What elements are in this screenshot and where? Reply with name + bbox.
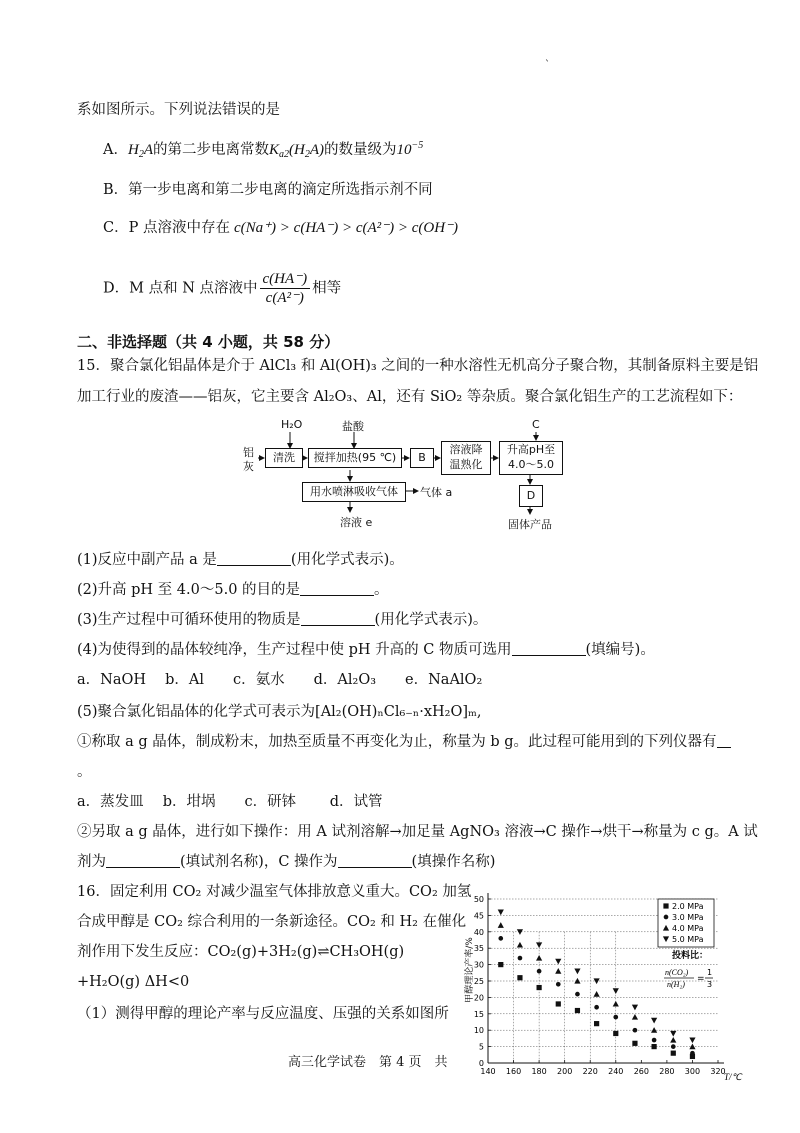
data-point: [536, 942, 542, 948]
option-a-text2: 的数量级为: [324, 142, 397, 158]
x-tick-label: 200: [557, 1067, 573, 1076]
option-a-text: 的第二步电离常数: [153, 142, 269, 158]
data-point: [594, 991, 600, 997]
data-point: [671, 1051, 676, 1056]
svg-text:=: =: [697, 974, 705, 984]
y-tick-label: 50: [473, 895, 484, 904]
data-point: [689, 1037, 695, 1043]
data-point: [555, 968, 561, 974]
y-tick-label: 40: [473, 927, 484, 937]
x-tick-label: 160: [505, 1067, 522, 1076]
y-tick-label: 45: [473, 911, 484, 921]
option-a-label: A．: [103, 142, 128, 158]
chart-ratio-label: 投料比：: [672, 951, 709, 961]
answer-blank[interactable]: [717, 733, 731, 748]
option-b-text: 第一步电离和第二步电离的滴定所选指示剂不同: [128, 182, 433, 198]
data-point: [517, 942, 523, 948]
data-point: [632, 1041, 637, 1046]
flow-product: 固体产品: [508, 518, 552, 531]
chart-ratio-den: n(H₂): [667, 980, 685, 989]
flow-lv: 铝: [243, 446, 254, 459]
data-point: [671, 1044, 676, 1049]
option-c-label: C．: [103, 220, 129, 236]
legend-entry: 3.0 MPa: [672, 913, 704, 922]
data-point: [575, 992, 580, 997]
flow-box-stir: 搅拌加热(95 ℃): [308, 448, 402, 468]
legend-marker: [664, 915, 669, 920]
data-point: [613, 988, 619, 994]
data-point: [498, 922, 504, 928]
data-point: [613, 1001, 619, 1007]
data-point: [518, 956, 523, 961]
x-tick-label: 280: [659, 1067, 675, 1076]
section-title: 二、非选择题（共 4 小题，共 58 分）: [77, 333, 340, 351]
q15-sub5a-end: 。: [77, 764, 92, 780]
q15-sub4: (4)为使得到的晶体较纯净，生产过程中使 pH 升高的 C 物质可选用 (填编号)。: [77, 642, 655, 658]
data-point: [652, 1038, 657, 1043]
chart-ratio-val-den: 3: [707, 980, 713, 989]
flow-gas-a: 气体 a: [420, 486, 453, 499]
chart-legend: [658, 899, 714, 947]
y-tick-label: 20: [473, 993, 484, 1003]
data-point: [556, 982, 561, 987]
option-c-text: P 点溶液中存在: [128, 220, 230, 236]
flow-box-b: B: [410, 448, 434, 468]
q16-line4: +H₂O(g) ΔH<0: [77, 974, 190, 990]
data-point: [652, 1044, 657, 1049]
chart-xlabel: T/℃: [724, 1072, 742, 1082]
h2a-formula: $H_2A$: [127, 142, 153, 160]
option-d-label: D．: [103, 280, 130, 297]
option-d-text: M 点和 N 点溶液中: [129, 280, 258, 297]
data-point: [633, 1028, 638, 1033]
flow-solution-e: 溶液 e: [340, 516, 373, 529]
q15-sub5a: ①称取 a g 晶体，制成粉末，加热至质量不再变化为止，称量为 b g。此过程可能用到的下列仪器有: [77, 732, 731, 752]
legend-entry: 5.0 MPa: [672, 935, 704, 944]
q16-line5: （1）测得甲醇的理论产率与反应温度、压强的关系如图所: [77, 1006, 449, 1022]
legend-entry: 2.0 MPa: [672, 902, 704, 911]
y-tick-label: 0: [478, 1059, 484, 1068]
x-tick-label: 260: [633, 1067, 649, 1076]
data-point: [613, 1031, 618, 1036]
flow-box-wash: 清洗: [265, 448, 303, 468]
data-point: [632, 1005, 638, 1011]
data-point: [594, 1005, 599, 1010]
data-point: [498, 962, 503, 967]
x-tick-label: 300: [684, 1067, 701, 1076]
option-d-fraction: $\frac{c(HA^-)}{\text{c(A²⁻)}}$: [260, 270, 311, 307]
q16-line2: 合成甲醇是 CO₂ 综合利用的一条新途径。CO₂ 和 H₂ 在催化: [77, 914, 467, 930]
data-point: [670, 1031, 676, 1037]
chart-ratio-num: n(CO₂): [665, 968, 689, 977]
page-footer: 高三化学试卷 第 4 页 共: [288, 1055, 448, 1070]
answer-blank[interactable]: [338, 853, 412, 868]
data-point: [536, 955, 542, 961]
ka-formula: $K_{a2}(H_2A)$: [269, 142, 325, 160]
q15-sub5b-line1: ②另取 a g 晶体，进行如下操作：用 A 试剂溶解→加足量 AgNO₃ 溶液→C 操作→烘干→称量为 c g。A 试: [77, 824, 758, 840]
data-point: [651, 1018, 657, 1024]
legend-entry: 4.0 MPa: [672, 924, 704, 933]
q16-line1: 16．固定利用 CO₂ 对减少温室气体排放意义重大。CO₂ 加氢: [77, 884, 472, 900]
q15-line2: 加工行业的废渣——铝灰，它主要含 Al₂O₃、Al，还有 SiO₂ 等杂质。聚合氯化铝生产的工艺流程如下：: [77, 389, 743, 405]
q15-sub3: (3)生产过程中可循环使用的物质是 (用化学式表示)。: [77, 612, 488, 628]
option-c-expression: c(Na⁺) > c(HA⁻) > c(A²⁻) > c(OH⁻): [233, 220, 458, 236]
data-point: [574, 969, 580, 975]
intro-line: 系如图所示。下列说法错误的是: [77, 102, 280, 118]
chart-ylabel: 甲醇理论产率/%: [465, 937, 475, 1003]
y-tick-label: 25: [473, 977, 484, 986]
top-dot: `: [545, 60, 550, 71]
flow-box-spray: 用水喷淋吸收气体: [302, 482, 406, 502]
answer-blank[interactable]: [217, 551, 291, 566]
flow-h2o: H₂O: [281, 418, 303, 431]
option-d-text2: 相等: [312, 280, 342, 297]
x-tick-label: 240: [608, 1067, 624, 1076]
yield-chart: [460, 885, 750, 1085]
x-tick-label: 220: [582, 1067, 598, 1076]
q15-sub5: (5)聚合氯化铝晶体的化学式可表示为[Al₂(OH)ₙCl₆₋ₙ·xH₂O]ₘ,: [77, 704, 482, 720]
data-point: [537, 969, 542, 974]
data-point: [651, 1027, 657, 1033]
q15-sub5b-line2: 剂为 (填试剂名称)，C 操作为 (填操作名称): [77, 854, 496, 870]
flow-box-cool: 溶液降 温熟化: [441, 441, 491, 475]
q15-sub4-options: a．NaOH b．Al c．氨水 d．Al₂O₃ e．NaAlO₂: [77, 672, 483, 688]
flow-hui: 灰: [243, 460, 254, 473]
y-tick-label: 30: [473, 960, 484, 970]
data-point: [537, 985, 542, 990]
x-tick-label: 140: [480, 1067, 496, 1076]
y-tick-label: 15: [473, 1009, 484, 1019]
data-point: [498, 936, 503, 941]
answer-blank[interactable]: [512, 641, 586, 656]
q16-line3: 剂作用下发生反应：CO₂(g)+3H₂(g)⇌CH₃OH(g): [77, 944, 405, 960]
data-point: [517, 975, 522, 980]
chart-ratio-val-num: 1: [707, 968, 713, 977]
flow-box-ph: 升高pH至 4.0～5.0: [499, 441, 563, 475]
data-point: [498, 910, 504, 916]
flow-c-input: C: [532, 418, 540, 431]
y-tick-label: 35: [473, 944, 484, 954]
data-point: [613, 1015, 618, 1020]
q15-sub2: (2)升高 pH 至 4.0～5.0 的目的是 。: [77, 582, 389, 598]
pow-formula: $10^{-5}$: [396, 140, 424, 158]
answer-blank[interactable]: [106, 853, 180, 868]
data-point: [632, 1014, 638, 1020]
y-tick-label: 5: [478, 1042, 484, 1052]
answer-blank[interactable]: [301, 611, 375, 626]
option-b-label: B．: [103, 182, 129, 198]
y-tick-label: 10: [473, 1026, 484, 1036]
data-point: [517, 929, 523, 935]
data-point: [555, 959, 561, 965]
answer-blank[interactable]: [300, 581, 374, 596]
data-point: [670, 1037, 676, 1043]
q15-line1: 15．聚合氯化铝晶体是介于 AlCl₃ 和 Al(OH)₃ 之间的一种水溶性无机高分子聚合物，其制备原料主要是铝: [77, 358, 759, 374]
data-point: [594, 1021, 599, 1026]
legend-marker: [663, 903, 668, 908]
data-point: [689, 1044, 695, 1050]
q15-sub5a-options: a．蒸发皿 b．坩埚 c．研钵 d．试管: [77, 794, 383, 810]
data-point: [575, 1008, 580, 1013]
flow-hcl: 盐酸: [342, 420, 364, 433]
flow-box-d: D: [519, 485, 543, 507]
data-point: [556, 1001, 561, 1006]
x-tick-label: 320: [710, 1067, 726, 1076]
q15-sub1: (1)反应中副产品 a 是 (用化学式表示)。: [77, 552, 404, 568]
x-tick-label: 180: [531, 1067, 547, 1076]
data-point: [690, 1051, 695, 1056]
